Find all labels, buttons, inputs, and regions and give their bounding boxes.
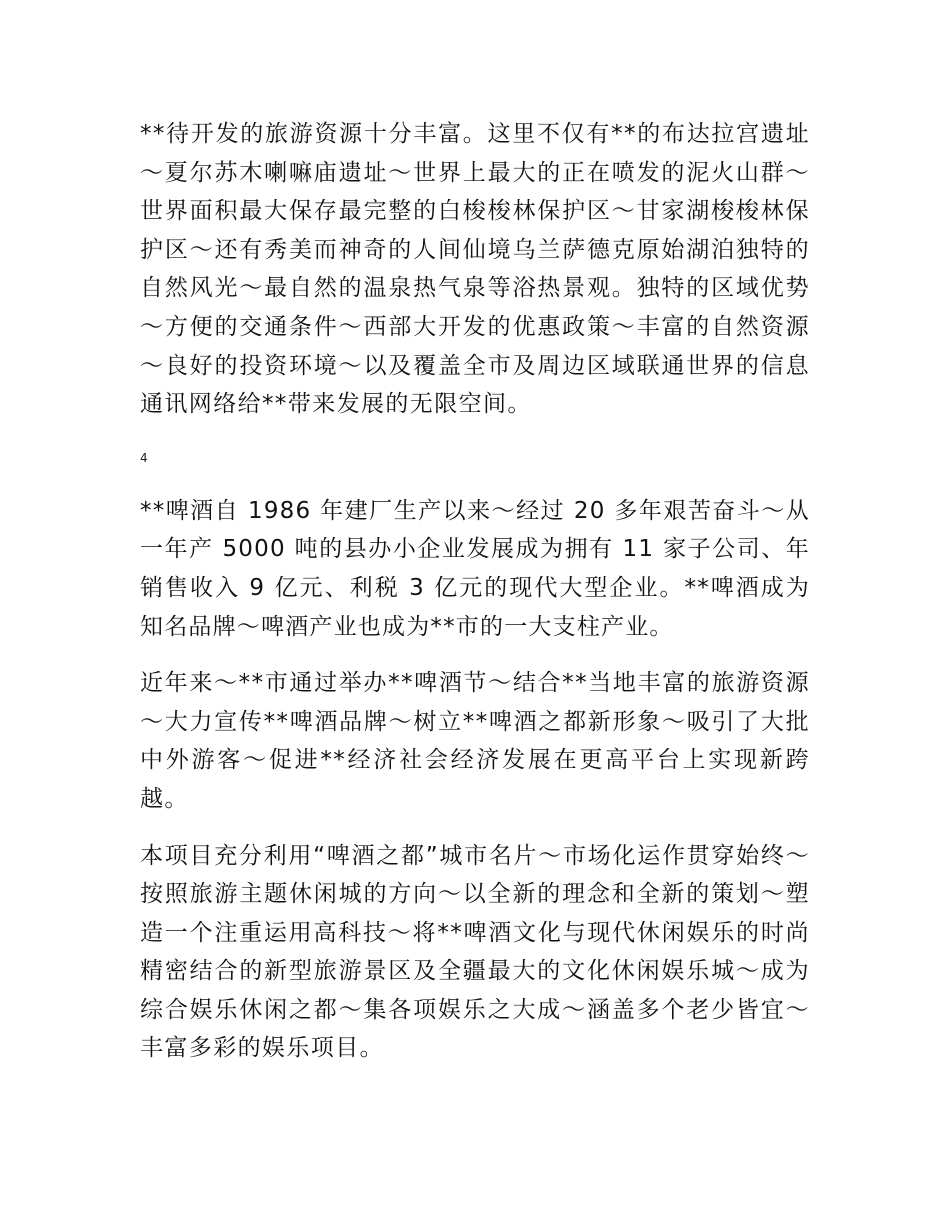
paragraph-tourism-resources: **待开发的旅游资源十分丰富。这里不仅有**的布达拉宫遗址～夏尔苏木喇嘛庙遗址～世界上最大的正在喷发的泥火山群～世界面积最大保存最完整的白梭梭林保护区～甘家湖梭梭林保护区～还有秀美而神奇的人间仙境乌兰萨德克原始湖泊独特的自然风光～最自然的温泉热气泉等浴热景观。独特的区域优势～方便的交通条件～西部大开发的优惠政策～丰富的自然资源～良好的投资环境～以及覆盖全市及周边区域联通世界的信息通讯网络给**带来发展的无限空间。 bbox=[140, 121, 810, 418]
document-body bbox=[140, 115, 810, 1068]
page-number: 4 bbox=[140, 450, 148, 465]
paragraph-beer-history: **啤酒自 1986 年建厂生产以来～经过 20 多年艰苦奋斗～从一年产 5000 吨的县办小企业发展成为拥有 11 家子公司、年销售收入 9 亿元、利税 3 亿元的现代大型企业。**啤酒成为知名品牌～啤酒产业也成为**市的一大支柱产业。 bbox=[140, 497, 810, 640]
paragraph-beer-festival: 近年来～**市通过举办**啤酒节～结合**当地丰富的旅游资源～大力宣传**啤酒品牌～树立**啤酒之都新形象～吸引了大批中外游客～促进**经济社会经济发展在更高平台上实现新跨越。 bbox=[140, 670, 810, 812]
paragraph-project-overview: 本项目充分利用“啤酒之都”城市名片～市场化运作贯穿始终～按照旅游主题休闲城的方向～以全新的理念和全新的策划～塑造一个注重运用高科技～将**啤酒文化与现代休闲娱乐的时尚精密结合的新型旅游景区及全疆最大的文化休闲娱乐城～成为综合娱乐休闲之都～集各项娱乐之大成～涵盖多个老少皆宜～丰富多彩的娱乐项目。 bbox=[140, 842, 810, 1062]
